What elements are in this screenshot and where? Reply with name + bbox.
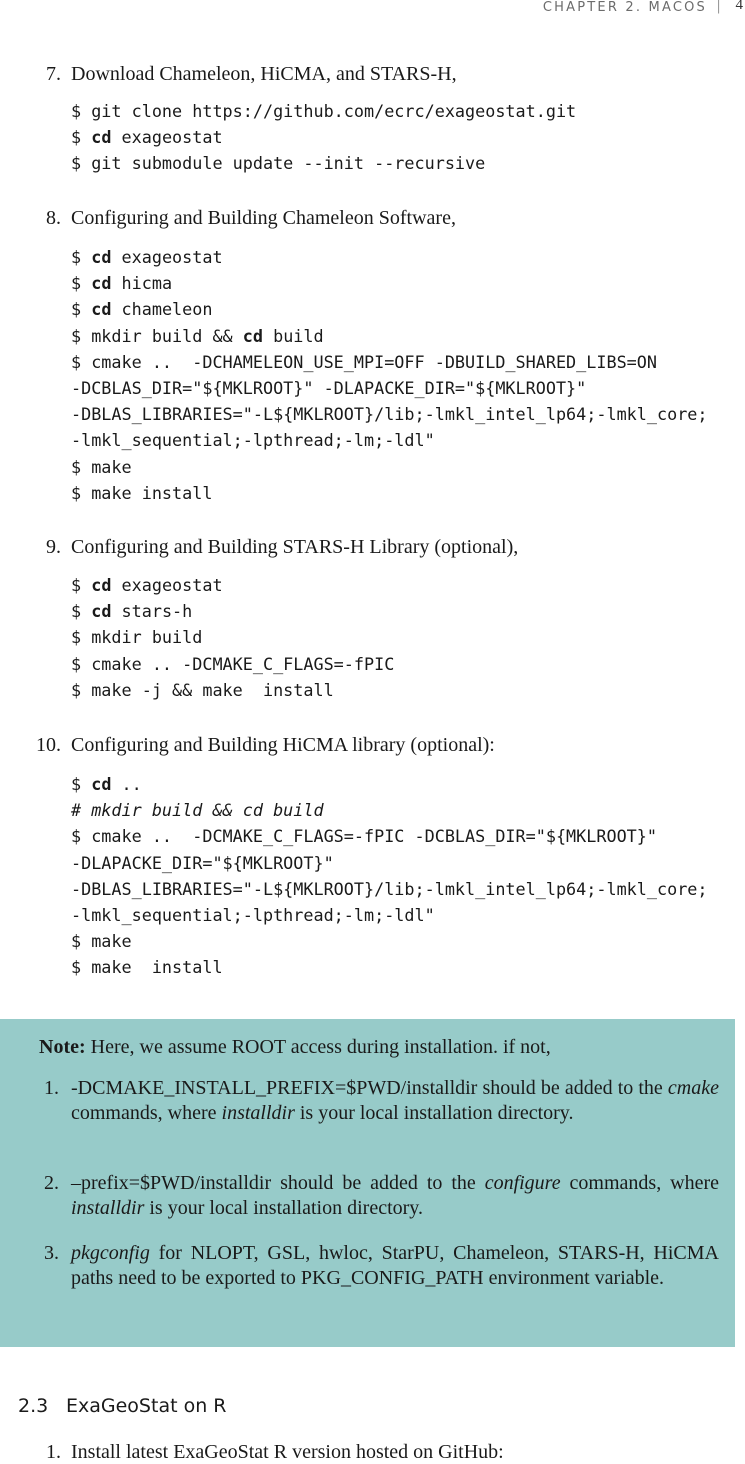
code-line: [71, 928, 708, 954]
step-number: 9.: [46, 536, 61, 558]
code-text: $: [71, 273, 92, 294]
code-text: stars-h: [111, 601, 193, 622]
step-title: Configuring and Building HiCMA library (optional):: [71, 734, 495, 756]
code-line: [71, 124, 576, 150]
step-title: Install latest ExaGeoStat R version hosted on GitHub:: [71, 1441, 504, 1463]
code-text: $ mkdir build: [71, 627, 203, 648]
header-separator: |: [716, 0, 723, 14]
note-label: Note:: [39, 1036, 86, 1058]
code-text: $: [71, 247, 92, 267]
code-line: [71, 797, 708, 823]
note-item-number: 2.: [44, 1172, 59, 1194]
code-text: $ make install: [71, 957, 223, 978]
inline-emphasis: installdir: [71, 1196, 145, 1219]
code-line: [71, 270, 708, 296]
note-box: [0, 1019, 735, 1347]
note-item-text: [71, 1076, 719, 1125]
step-number: 10.: [36, 734, 61, 756]
step-title: Configuring and Building Chameleon Software,: [71, 207, 456, 229]
code-line: [71, 296, 708, 322]
code-keyword: cd: [91, 247, 112, 267]
inline-emphasis: configure: [484, 1172, 561, 1194]
code-text: $ cmake .. -DCMAKE_C_FLAGS=-fPIC: [71, 653, 395, 674]
inline-emphasis: pkgconfig: [71, 1242, 150, 1264]
code-text: $ make: [71, 456, 132, 477]
step-number: 8.: [46, 207, 61, 229]
section-heading: [18, 1393, 226, 1419]
code-text: $: [71, 774, 92, 794]
note-text: Here, we assume ROOT access during installation. if not,: [85, 1036, 551, 1058]
code-line: [71, 323, 708, 349]
step-number: 1.: [46, 1441, 61, 1463]
code-line: [71, 651, 394, 677]
code-line: [71, 427, 708, 453]
code-text: -DCBLAS_DIR="${MKLROOT}" -DLAPACKE_DIR="${MKLROOT}": [71, 377, 587, 398]
code-text: -DBLAS_LIBRARIES="-L${MKLROOT}/lib;-lmkl_intel_lp64;-lmkl_core;: [71, 878, 708, 899]
code-line: [71, 480, 708, 506]
code-text: exageostat: [111, 127, 223, 148]
step-number: 7.: [46, 63, 61, 85]
code-text: -DBLAS_LIBRARIES="-L${MKLROOT}/lib;-lmkl_intel_lp64;-lmkl_core;: [71, 404, 708, 425]
code-text: -lmkl_sequential;-lpthread;-lm;-ldl": [71, 904, 435, 925]
step-title: Download Chameleon, HiCMA, and STARS-H,: [71, 63, 457, 85]
code-keyword: cd: [91, 601, 112, 622]
code-text: exageostat: [111, 247, 223, 267]
inline-emphasis: installdir: [221, 1101, 295, 1124]
code-line: [71, 98, 576, 124]
code-keyword: cd: [91, 299, 112, 320]
code-text: $ make install: [71, 482, 213, 503]
code-line: [71, 823, 708, 849]
code-text: -DLAPACKE_DIR="${MKLROOT}": [71, 852, 334, 873]
note-lead: [39, 1035, 551, 1059]
inline-text: is your local installation directory.: [144, 1196, 423, 1219]
code-line: [71, 876, 708, 902]
inline-text: for NLOPT, GSL, hwloc, StarPU, Chameleon, STARS-H, HiCMA paths need to be exported to PKG_CONFIG_PATH environment variable.: [71, 1242, 719, 1289]
code-text: chameleon: [111, 299, 213, 320]
code-block: [71, 98, 576, 177]
code-text: $ mkdir build &&: [71, 325, 243, 346]
code-line: [71, 401, 708, 427]
code-line: [71, 454, 708, 480]
code-text: $: [71, 575, 92, 595]
section-number: 2.3: [18, 1395, 49, 1417]
chapter-title: CHAPTER 2. MACOS: [542, 0, 707, 15]
code-keyword: cd: [91, 575, 112, 595]
code-line: [71, 624, 394, 650]
page-number: 4: [735, 0, 743, 13]
inline-text: commands, where: [71, 1101, 222, 1124]
code-line: [71, 677, 394, 703]
code-text: $: [71, 601, 92, 622]
code-text: hicma: [111, 273, 173, 294]
note-item-text: [71, 1171, 719, 1220]
code-line: [71, 375, 708, 401]
code-line: [71, 902, 708, 928]
inline-text: -DCMAKE_INSTALL_PREFIX=$PWD/installdir should be added to the: [71, 1077, 668, 1099]
code-text: $ cmake .. -DCHAMELEON_USE_MPI=OFF -DBUILD_SHARED_LIBS=ON: [71, 351, 657, 372]
code-keyword: cd: [91, 127, 112, 148]
step-title: Configuring and Building STARS-H Library (optional),: [71, 536, 519, 558]
code-line: [71, 572, 394, 598]
code-text: $ make -j && make install: [71, 679, 334, 700]
note-item-text: [71, 1241, 719, 1290]
code-keyword: cd: [91, 774, 112, 794]
code-line: [71, 349, 708, 375]
code-text: $: [71, 299, 92, 320]
note-item-number: 3.: [44, 1242, 59, 1264]
code-text: -lmkl_sequential;-lpthread;-lm;-ldl": [71, 430, 435, 451]
inline-text: commands, where: [560, 1172, 719, 1194]
inline-text: –prefix=$PWD/installdir should be added to the: [71, 1172, 485, 1194]
code-text: exageostat: [111, 575, 223, 595]
code-line: [71, 771, 708, 797]
code-keyword: cd: [91, 273, 112, 294]
code-block: [71, 244, 708, 506]
code-line: [71, 244, 708, 270]
code-comment: # mkdir build && cd build: [71, 800, 324, 821]
code-text: ..: [111, 774, 142, 794]
code-text: $ git clone https://github.com/ecrc/exageostat.git: [71, 101, 577, 121]
code-text: $ git submodule update --init --recursive: [71, 153, 486, 174]
inline-text: is your local installation directory.: [294, 1101, 574, 1124]
code-text: build: [262, 325, 324, 346]
code-text: $ make: [71, 931, 132, 952]
code-keyword: cd: [242, 325, 263, 346]
code-text: $: [71, 127, 92, 148]
code-line: [71, 850, 708, 876]
code-line: [71, 598, 394, 624]
code-line: [71, 150, 576, 176]
code-block: [71, 771, 708, 981]
inline-emphasis: cmake: [667, 1077, 719, 1099]
code-text: $ cmake .. -DCMAKE_C_FLAGS=-fPIC -DCBLAS_DIR="${MKLROOT}": [71, 826, 657, 847]
code-block: [71, 572, 394, 703]
note-item-number: 1.: [44, 1077, 59, 1099]
code-line: [71, 954, 708, 980]
section-title: ExaGeoStat on R: [66, 1395, 227, 1417]
